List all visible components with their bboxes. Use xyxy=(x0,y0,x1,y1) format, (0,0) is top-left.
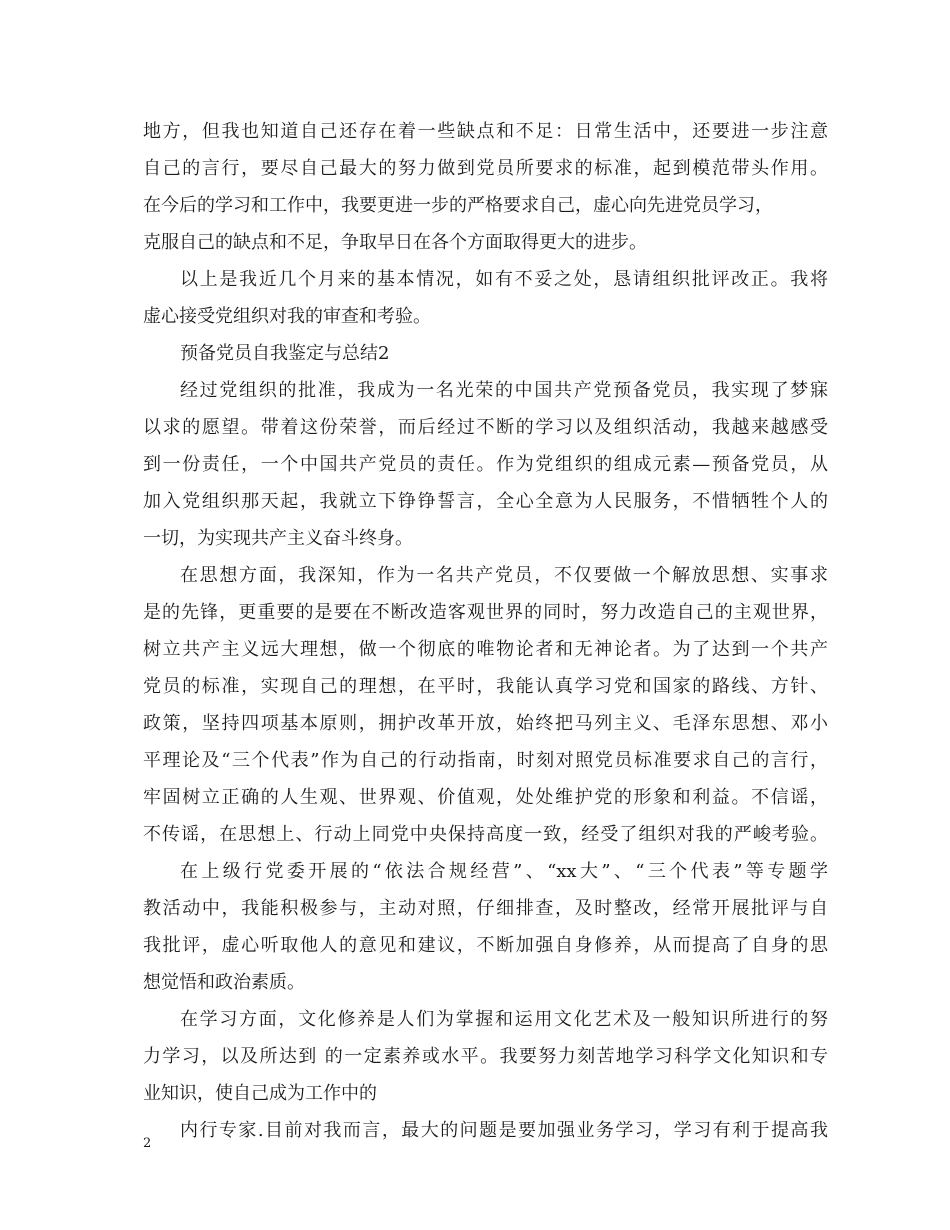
text-line: 不传谣，在思想上、行动上同党中央保持高度一致，经受了组织对我的严峻考验。 xyxy=(143,824,828,845)
text-line: 力学习，以及所达到 的一定素养或水平。我要努力刻苦地学习科学文化知识和专 xyxy=(143,1046,828,1067)
text-line: 平理论及“三个代表”作为自己的行动指南，时刻对照党员标准要求自己的言行， xyxy=(143,750,828,771)
text-line: 牢固树立正确的人生观、世界观、价值观，处处维护党的形象和利益。不信谣， xyxy=(143,787,828,808)
text-line: 克服自己的缺点和不足，争取早日在各个方面取得更大的进步。 xyxy=(143,232,647,253)
text-line: 业知识，使自己成为工作中的 xyxy=(143,1083,377,1104)
text-line: 到一份责任，一个中国共产党员的责任。作为党组织的组成元素—预备党员，从 xyxy=(143,454,828,475)
text-line: 我批评，虚心听取他人的意见和建议，不断加强自身修养，从而提高了自身的思 xyxy=(143,935,828,956)
body-text xyxy=(143,113,828,1149)
text-line: 党员的标准，实现自己的理想，在平时，我能认真学习党和国家的路线、方针、 xyxy=(143,676,828,697)
text-line: 以上是我近几个月来的基本情况，如有不妥之处，恳请组织批评改正。我将 xyxy=(180,269,828,290)
text-line: 加入党组织那天起，我就立下铮铮誓言，全心全意为人民服务，不惜牺牲个人的 xyxy=(143,491,828,512)
text-line: 想觉悟和政治素质。 xyxy=(143,972,305,993)
text-line: 内行专家.目前对我而言，最大的问题是要加强业务学习，学习有利于提高我 xyxy=(180,1120,828,1141)
text-line: 教活动中，我能积极参与，主动对照，仔细排查，及时整改，经常开展批评与自 xyxy=(143,898,828,919)
text-line: 以求的愿望。带着这份荣誉，而后经过不断的学习以及组织活动，我越来越感受 xyxy=(143,417,828,438)
page-number: 2 xyxy=(143,1136,152,1151)
text-line: 自己的言行，要尽自己最大的努力做到党员所要求的标准，起到模范带头作用。 xyxy=(143,158,828,179)
text-line: 树立共产主义远大理想，做一个彻底的唯物论者和无神论者。为了达到一个共产 xyxy=(143,639,828,660)
text-line: 政策，坚持四项基本原则，拥护改革开放，始终把马列主义、毛泽东思想、邓小 xyxy=(143,713,828,734)
text-line: 在学习方面，文化修养是人们为掌握和运用文化艺术及一般知识所进行的努 xyxy=(180,1009,828,1030)
text-line: 在思想方面，我深知，作为一名共产党员，不仅要做一个解放思想、实事求 xyxy=(180,565,828,586)
text-line: 虚心接受党组织对我的审查和考验。 xyxy=(143,306,431,327)
text-line: 经过党组织的批准，我成为一名光荣的中国共产党预备党员，我实现了梦寐 xyxy=(180,380,828,401)
text-line: 是的先锋，更重要的是要在不断改造客观世界的同时，努力改造自己的主观世界， xyxy=(143,602,828,623)
text-line: 在今后的学习和工作中，我要更进一步的严格要求自己，虚心向先进党员学习， xyxy=(143,195,773,216)
text-line: 一切，为实现共产主义奋斗终身。 xyxy=(143,528,413,549)
text-line: 预备党员自我鉴定与总结2 xyxy=(180,343,390,364)
text-line: 地方，但我也知道自己还存在着一些缺点和不足：日常生活中，还要进一步注意 xyxy=(143,121,828,142)
text-line: 在上级行党委开展的“依法合规经营”、“xx大”、“三个代表”等专题学 xyxy=(180,861,828,882)
